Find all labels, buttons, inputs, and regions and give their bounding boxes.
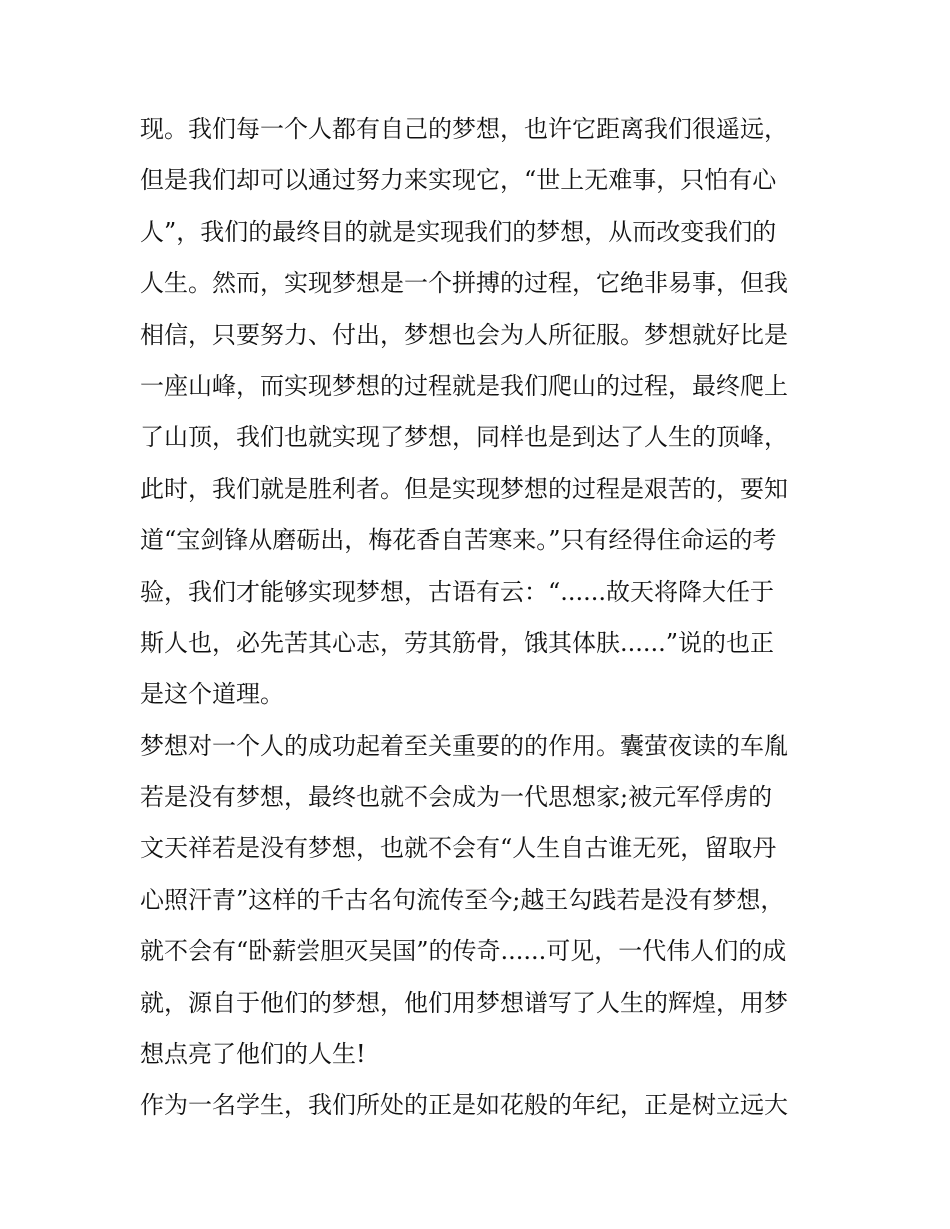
text-line: 验，我们才能够实现梦想，古语有云：“......故天将降大任于 bbox=[140, 577, 775, 606]
text-line: 就，源自于他们的梦想，他们用梦想谱写了人生的辉煌，用梦 bbox=[140, 988, 788, 1017]
text-line: 若是没有梦想，最终也就不会成为一代思想家;被元军俘虏的 bbox=[140, 783, 773, 812]
text-line: 是这个道理。 bbox=[140, 680, 284, 709]
text-line: 道“宝剑锋从磨砺出，梅花香自苦寒来。”只有经得住命运的考 bbox=[140, 526, 777, 555]
text-line: 心照汗青”这样的千古名句流传至今;越王勾践若是没有梦想， bbox=[140, 885, 785, 914]
text-line: 现。我们每一个人都有自己的梦想，也许它距离我们很遥远， bbox=[140, 115, 788, 143]
text-line: 文天祥若是没有梦想，也就不会有“人生自古谁无死，留取丹 bbox=[140, 834, 777, 863]
text-line: 梦想对一个人的成功起着至关重要的的作用。囊萤夜读的车胤 bbox=[140, 731, 788, 760]
text-line: 此时，我们就是胜利者。但是实现梦想的过程是艰苦的，要知 bbox=[140, 474, 788, 503]
text-line: 相信，只要努力、付出，梦想也会为人所征服。梦想就好比是 bbox=[140, 320, 788, 349]
text-line: 一座山峰，而实现梦想的过程就是我们爬山的过程，最终爬上 bbox=[140, 371, 788, 400]
text-line: 但是我们却可以通过努力来实现它，“世上无难事，只怕有心 bbox=[140, 166, 777, 195]
essay-body bbox=[140, 104, 820, 1132]
text-line: 就不会有“卧薪尝胆灭吴国”的传奇......可见，一代伟人们的成 bbox=[140, 937, 787, 966]
text-line: 想点亮了他们的人生! bbox=[140, 1040, 366, 1069]
text-line: 作为一名学生，我们所处的正是如花般的年纪，正是树立远大 bbox=[140, 1091, 788, 1120]
text-line: 人生。然而，实现梦想是一个拼搏的过程，它绝非易事，但我 bbox=[140, 269, 788, 298]
text-line: 了山顶，我们也就实现了梦想，同样也是到达了人生的顶峰， bbox=[140, 423, 788, 452]
text-line: 斯人也，必先苦其心志，劳其筋骨，饿其体肤......”说的也正 bbox=[140, 628, 775, 657]
text-line: 人”，我们的最终目的就是实现我们的梦想，从而改变我们的 bbox=[140, 217, 777, 246]
